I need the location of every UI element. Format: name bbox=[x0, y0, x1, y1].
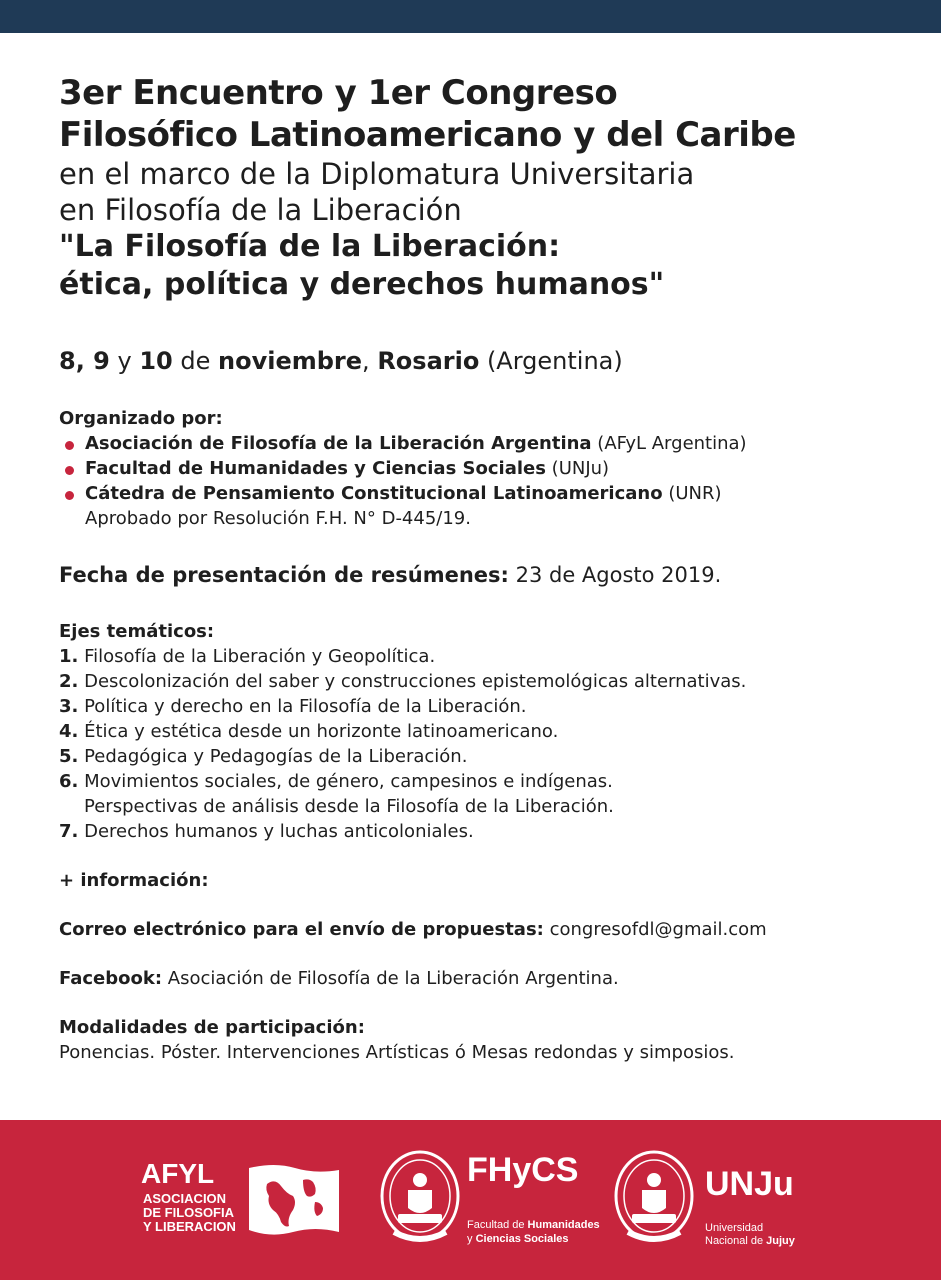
top-bar bbox=[0, 0, 941, 33]
fhycs-subtitle-1 bbox=[467, 1218, 600, 1232]
subtitle-line-2: en Filosofía de la Liberación bbox=[59, 193, 462, 227]
theme-item bbox=[59, 694, 919, 719]
organizer-name: Asociación de Filosofía de la Liberación Argentina bbox=[85, 433, 592, 454]
theme-text: Política y derecho en la Filosofía de la Liberación. bbox=[78, 696, 527, 717]
facebook-label: Facebook: bbox=[59, 968, 163, 989]
afyl-logo bbox=[141, 1158, 341, 1253]
bullet-icon bbox=[65, 441, 74, 450]
bullet-icon bbox=[65, 466, 74, 475]
theme-number: 1. bbox=[59, 646, 79, 667]
email-line bbox=[59, 917, 919, 942]
modalities-heading: Modalidades de participación: bbox=[59, 1017, 365, 1038]
title-line-2: Filosófico Latinoamericano y del Caribe bbox=[59, 115, 796, 155]
theme-text: Ética y estética desde un horizonte latinoamericano. bbox=[78, 721, 559, 742]
organizer-abbr: (AFyL Argentina) bbox=[591, 433, 747, 454]
quote-line-2: ética, política y derechos humanos" bbox=[59, 267, 665, 302]
modalities-text: Ponencias. Póster. Intervenciones Artísticas ó Mesas redondas y simposios. bbox=[59, 1042, 735, 1063]
theme-number: 5. bbox=[59, 746, 79, 767]
theme-text: Descolonización del saber y construcciones epistemológicas alternativas. bbox=[78, 671, 747, 692]
fhycs-seal-icon bbox=[380, 1150, 460, 1250]
email-address[interactable]: congresofdl@gmail.com bbox=[543, 919, 767, 940]
organizers-section bbox=[59, 406, 919, 531]
organizer-item bbox=[59, 481, 919, 506]
theme-number: 4. bbox=[59, 721, 79, 742]
organizer-abbr: (UNJu) bbox=[545, 458, 610, 479]
theme-number: 3. bbox=[59, 696, 79, 717]
main-content bbox=[59, 72, 919, 1065]
theme-continuation: Perspectivas de análisis desde la Filosofía de la Liberación. bbox=[84, 796, 614, 817]
fhycs-sub2-a: y bbox=[467, 1233, 476, 1245]
theme-item bbox=[59, 719, 919, 744]
abstract-deadline bbox=[59, 561, 919, 589]
unju-subtitle-1: Universidad bbox=[705, 1222, 764, 1234]
email-label: Correo electrónico para el envío de propuestas: bbox=[59, 919, 544, 940]
subtitle-line-1: en el marco de la Diplomatura Universitaria bbox=[59, 157, 695, 191]
dates-month: noviembre bbox=[218, 347, 363, 375]
dates-and: y bbox=[109, 347, 140, 375]
dates-comma: , bbox=[362, 347, 378, 375]
fhycs-sub1-a: Facultad de bbox=[467, 1219, 528, 1231]
theme-number: 6. bbox=[59, 771, 79, 792]
afyl-wordmark: AFYL bbox=[141, 1158, 215, 1189]
afyl-subtitle-3: Y LIBERACION bbox=[143, 1219, 236, 1234]
organizer-item bbox=[59, 431, 919, 456]
afyl-subtitle-1: ASOCIACION bbox=[143, 1191, 227, 1206]
unju-sub2-b: Jujuy bbox=[766, 1235, 795, 1247]
organizer-item bbox=[59, 456, 919, 481]
dates-days-2: 10 bbox=[139, 347, 173, 375]
title-line-1: 3er Encuentro y 1er Congreso bbox=[59, 73, 618, 113]
deadline-value: 23 de Agosto 2019. bbox=[508, 563, 722, 587]
unju-seal-icon bbox=[614, 1150, 694, 1250]
quote-line-1: "La Filosofía de la Liberación: bbox=[59, 229, 561, 264]
organizer-name: Facultad de Humanidades y Ciencias Sociales bbox=[85, 458, 546, 479]
fhycs-subtitle-2 bbox=[467, 1232, 569, 1246]
themes-heading: Ejes temáticos: bbox=[59, 621, 215, 642]
themes-section bbox=[59, 619, 919, 844]
theme-item bbox=[59, 744, 919, 769]
theme-text: Filosofía de la Liberación y Geopolítica. bbox=[78, 646, 436, 667]
facebook-page[interactable]: Asociación de Filosofía de la Liberación Argentina. bbox=[162, 968, 619, 989]
organizer-abbr: (UNR) bbox=[662, 483, 722, 504]
deadline-label: Fecha de presentación de resúmenes: bbox=[59, 563, 509, 587]
theme-text: Movimientos sociales, de género, campesinos e indígenas. bbox=[78, 771, 613, 792]
dates-of: de bbox=[172, 347, 219, 375]
theme-item bbox=[59, 644, 919, 669]
afyl-subtitle-2: DE FILOSOFIA bbox=[143, 1205, 234, 1220]
theme-item bbox=[59, 669, 919, 694]
footer-logos bbox=[0, 1120, 941, 1280]
bullet-icon bbox=[65, 491, 74, 500]
more-info-heading: + información: bbox=[59, 870, 209, 891]
fhycs-wordmark: FHyCS bbox=[467, 1151, 579, 1189]
facebook-line bbox=[59, 966, 919, 991]
event-country: (Argentina) bbox=[479, 347, 623, 375]
theme-text: Pedagógica y Pedagogías de la Liberación. bbox=[78, 746, 468, 767]
theme-number: 7. bbox=[59, 821, 79, 842]
unju-subtitle-2 bbox=[705, 1235, 795, 1248]
theme-item bbox=[59, 769, 919, 794]
organizer-name: Cátedra de Pensamiento Constitucional Latinoamericano bbox=[85, 483, 663, 504]
unju-wordmark: UNJu bbox=[705, 1165, 794, 1203]
event-city: Rosario bbox=[377, 347, 480, 375]
fhycs-sub1-b: Humanidades bbox=[527, 1219, 600, 1231]
event-dates bbox=[59, 346, 919, 376]
organizers-heading: Organizado por: bbox=[59, 408, 223, 429]
flag-map-icon bbox=[245, 1162, 341, 1238]
theme-text: Derechos humanos y luchas anticoloniales. bbox=[78, 821, 474, 842]
theme-item bbox=[59, 819, 919, 844]
unju-sub2-a: Nacional de bbox=[705, 1235, 767, 1247]
resolution-note: Aprobado por Resolución F.H. N° D-445/19. bbox=[85, 508, 471, 529]
dates-days-1: 8, 9 bbox=[59, 347, 110, 375]
theme-number: 2. bbox=[59, 671, 79, 692]
fhycs-sub2-b: Ciencias Sociales bbox=[475, 1233, 569, 1245]
